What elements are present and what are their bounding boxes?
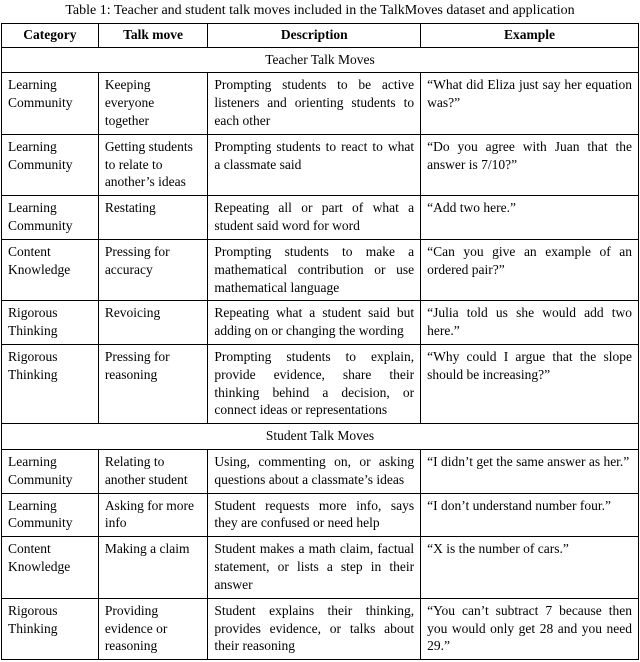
table-cell-example: “You can’t subtract 7 because then you would only get 28 and you need 29.” — [421, 598, 639, 659]
table-cell-category: Rigorous Thinking — [2, 301, 99, 345]
table-cell-example: “Julia told us she would add two here.” — [421, 301, 639, 345]
table-cell-talk-move: Pressing for reasoning — [98, 344, 208, 423]
table-cell-category: Learning Community — [2, 73, 99, 134]
table-row — [2, 450, 639, 494]
table-cell-example: “What did Eliza just say her equation was?” — [421, 73, 639, 134]
table-cell-example: “I didn’t get the same answer as her.” — [421, 450, 639, 494]
table-cell-example: “Do you agree with Juan that the answer is 7/10?” — [421, 134, 639, 195]
section-heading: Teacher Talk Moves — [2, 47, 639, 73]
table-row — [2, 598, 639, 659]
table-cell-description: Repeating all or part of what a student said word for word — [208, 196, 421, 240]
table-cell-category: Learning Community — [2, 134, 99, 195]
table-cell-description: Using, commenting on, or asking questions about a classmate’s ideas — [208, 450, 421, 494]
table-cell-talk-move: Providing evidence or reasoning — [98, 598, 208, 659]
table-row — [2, 537, 639, 598]
table-cell-description: Prompting students to react to what a classmate said — [208, 134, 421, 195]
table-row — [2, 134, 639, 195]
table-cell-description: Prompting students to be active listeners and orienting students to each other — [208, 73, 421, 134]
table-cell-description: Prompting students to explain, provide evidence, share their thinking behind a decision, or connect ideas or representations — [208, 344, 421, 423]
table-cell-category: Content Knowledge — [2, 239, 99, 300]
table-cell-talk-move: Keeping everyone together — [98, 73, 208, 134]
table-cell-talk-move: Restating — [98, 196, 208, 240]
table-cell-example: “I don’t understand number four.” — [421, 493, 639, 537]
talkmoves-table — [1, 23, 639, 660]
table-cell-talk-move: Pressing for accuracy — [98, 239, 208, 300]
table-row — [2, 344, 639, 423]
table-cell-category: Learning Community — [2, 450, 99, 494]
table-row — [2, 196, 639, 240]
table-cell-description: Repeating what a student said but adding on or changing the wording — [208, 301, 421, 345]
section-heading: Student Talk Moves — [2, 424, 639, 450]
table-cell-example: “X is the number of cars.” — [421, 537, 639, 598]
table-cell-category: Learning Community — [2, 196, 99, 240]
table-cell-description: Student requests more info, says they are confused or need help — [208, 493, 421, 537]
table-caption: Table 1: Teacher and student talk moves included in the TalkMoves dataset and application — [65, 3, 575, 18]
table-cell-description: Prompting students to make a mathematical contribution or use mathematical language — [208, 239, 421, 300]
column-header-description: Description — [208, 23, 421, 47]
table-cell-category: Rigorous Thinking — [2, 344, 99, 423]
section-heading-row — [2, 47, 639, 73]
table-cell-talk-move: Relating to another student — [98, 450, 208, 494]
column-header-category: Category — [2, 23, 99, 47]
column-header-talk-move: Talk move — [98, 23, 208, 47]
table-cell-category: Content Knowledge — [2, 537, 99, 598]
table-row — [2, 493, 639, 537]
table-cell-talk-move: Making a claim — [98, 537, 208, 598]
table-cell-talk-move: Getting students to relate to another’s ideas — [98, 134, 208, 195]
table-cell-example: “Add two here.” — [421, 196, 639, 240]
table-cell-example: “Can you give an example of an ordered pair?” — [421, 239, 639, 300]
header-row — [2, 23, 639, 47]
column-header-example: Example — [421, 23, 639, 47]
table-cell-description: Student makes a math claim, factual statement, or lists a step in their answer — [208, 537, 421, 598]
table-cell-talk-move: Asking for more info — [98, 493, 208, 537]
table-row — [2, 239, 639, 300]
table-body — [2, 47, 639, 660]
table-row — [2, 73, 639, 134]
section-heading-row — [2, 424, 639, 450]
table-cell-example: “Why could I argue that the slope should be increasing?” — [421, 344, 639, 423]
table-cell-category: Learning Community — [2, 493, 99, 537]
table-cell-category: Rigorous Thinking — [2, 598, 99, 659]
table-cell-talk-move: Revoicing — [98, 301, 208, 345]
table-cell-description: Student explains their thinking, provides evidence, or talks about their reasoning — [208, 598, 421, 659]
table-row — [2, 301, 639, 345]
